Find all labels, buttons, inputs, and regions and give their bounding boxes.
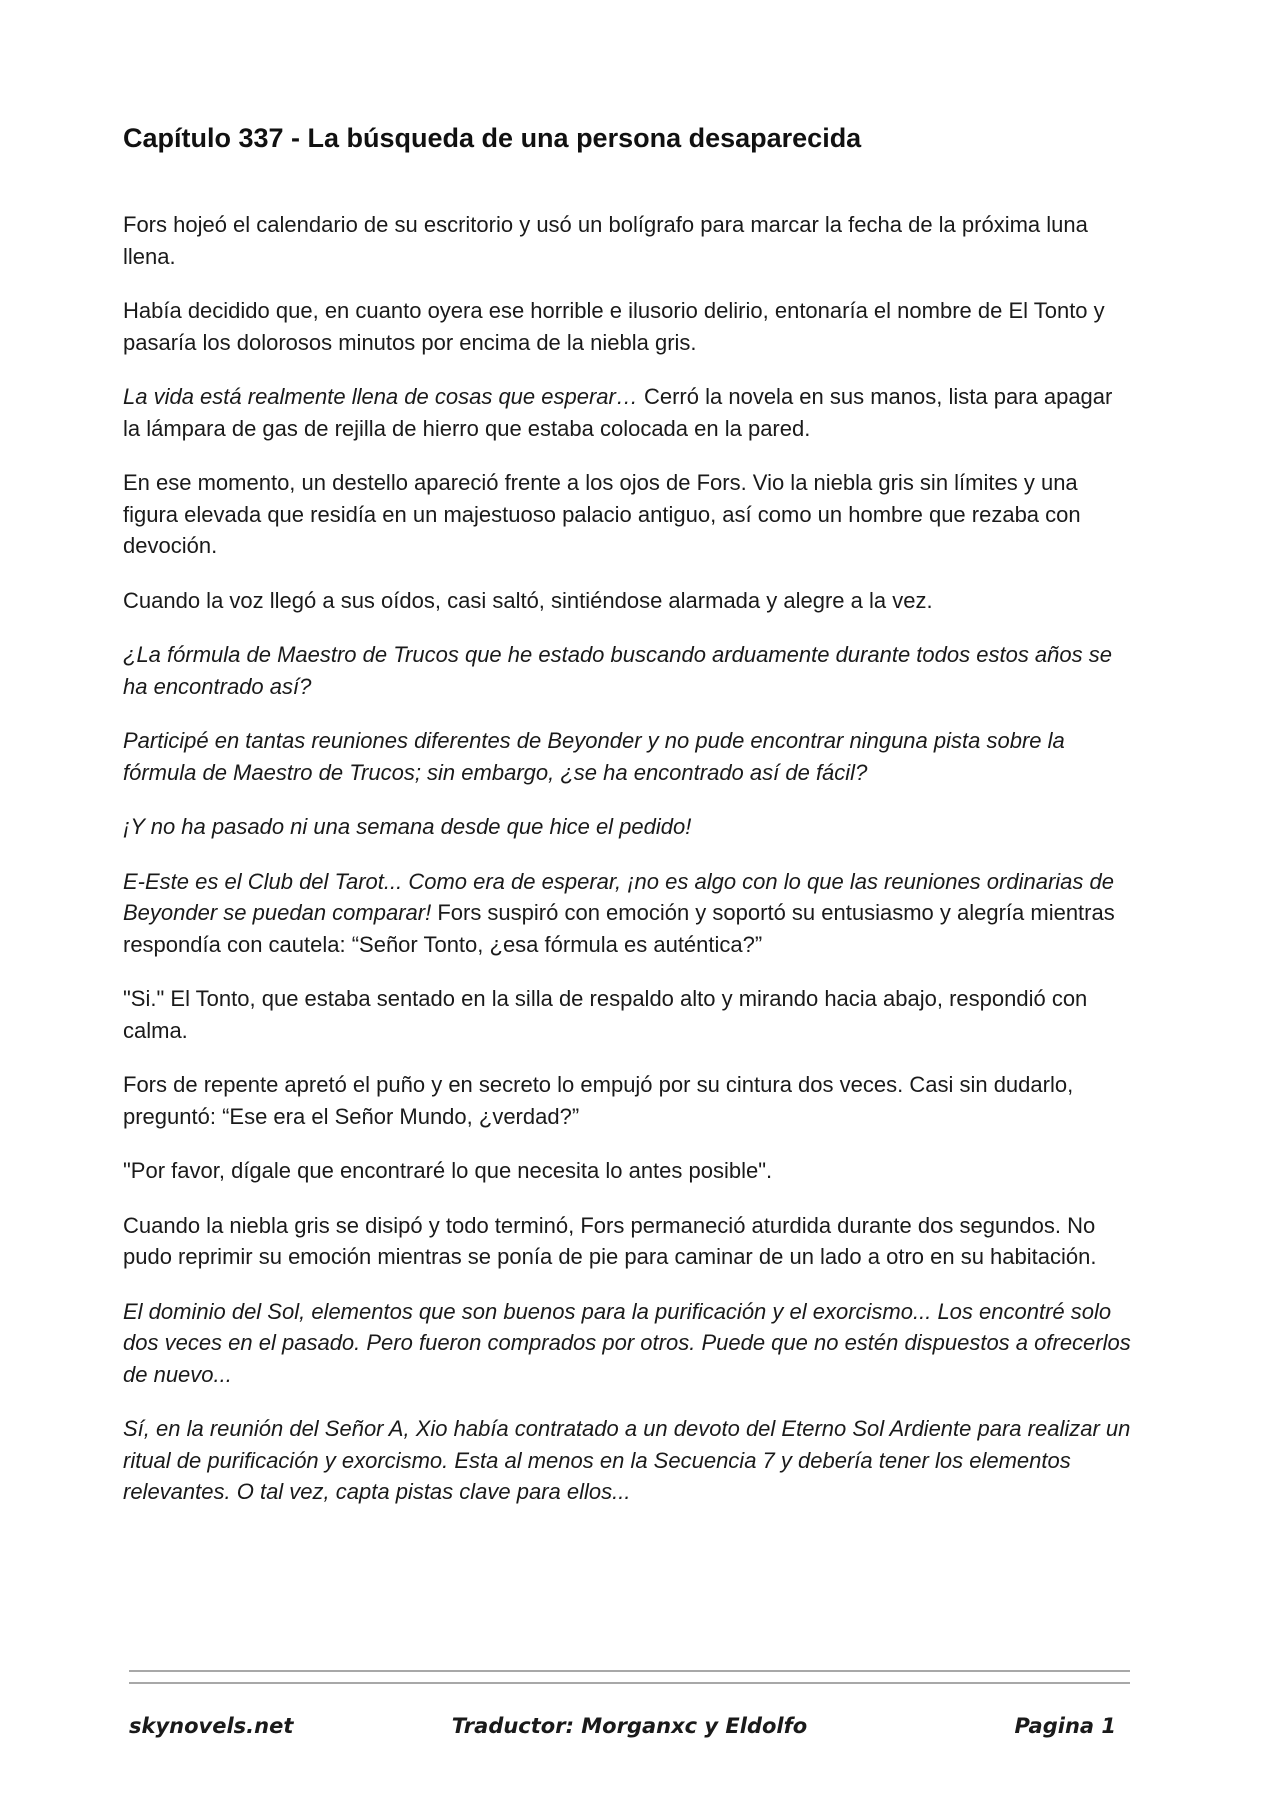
- footer-divider-top: [129, 1670, 1130, 1672]
- chapter-body: [123, 209, 1133, 1531]
- italic-text-segment: El dominio del Sol, elementos que son buenos para la purificación y el exorcismo... Los encontré solo dos veces en el pasado. Pero fueron comprados por otros. Puede que no estén dispuestos a ofrecerlos de nuevo...: [123, 1298, 1131, 1387]
- body-paragraph: [123, 1069, 1133, 1132]
- italic-text-segment: La vida está realmente llena de cosas que esperar…: [123, 384, 638, 409]
- text-segment: "Si." El Tonto, que estaba sentado en la silla de respaldo alto y mirando hacia abajo, respondió con calma.: [123, 986, 1088, 1043]
- text-segment: Había decidido que, en cuanto oyera ese horrible e ilusorio delirio, entonaría el nombre de El Tonto y pasaría los dolorosos minutos por encima de la niebla gris.: [123, 298, 1105, 355]
- text-segment: Fors de repente apretó el puño y en secreto lo empujó por su cintura dos veces. Casi sin dudarlo, preguntó: “Ese era el Señor Mundo, ¿verdad?”: [123, 1072, 1074, 1129]
- body-paragraph: [123, 639, 1133, 702]
- footer-translator: Traductor: Morganxc y Eldolfo: [451, 1714, 808, 1738]
- text-segment: Fors suspiró con emoción y soportó su entusiasmo y alegría mientras respondía con cautela: “Señor Tonto, ¿esa fórmula es auténtica?”: [123, 900, 1115, 957]
- text-segment: Cuando la niebla gris se disipó y todo terminó, Fors permaneció aturdida durante dos segundos. No pudo reprimir su emoción mientras se ponía de pie para caminar de un lado a otro en su habitación.: [123, 1212, 1097, 1269]
- body-paragraph: [123, 585, 1133, 617]
- text-segment: En ese momento, un destello apareció frente a los ojos de Fors. Vio la niebla gris sin límites y una figura elevada que residía en un majestuoso palacio antiguo, así como un hombre que rezaba con devoción.: [123, 470, 1081, 558]
- chapter-title: Capítulo 337 - La búsqueda de una persona desaparecida: [123, 123, 862, 153]
- body-paragraph: [123, 983, 1133, 1046]
- body-paragraph: [123, 725, 1133, 788]
- italic-text-segment: ¡Y no ha pasado ni una semana desde que hice el pedido!: [123, 814, 692, 839]
- italic-text-segment: ¿La fórmula de Maestro de Trucos que he estado buscando arduamente durante todos estos años se ha encontrado así?: [123, 642, 1112, 699]
- body-paragraph: [123, 209, 1133, 272]
- body-paragraph: [123, 1210, 1133, 1273]
- italic-text-segment: Participé en tantas reuniones diferentes de Beyonder y no pude encontrar ninguna pista sobre la fórmula de Maestro de Trucos; sin embargo, ¿se ha encontrado así de fácil?: [123, 728, 1065, 785]
- text-segment: "Por favor, dígale que encontraré lo que necesita lo antes posible".: [123, 1158, 773, 1183]
- body-paragraph: [123, 295, 1133, 358]
- body-paragraph: [123, 381, 1133, 444]
- text-segment: Fors hojeó el calendario de su escritorio y usó un bolígrafo para marcar la fecha de la próxima luna llena.: [123, 212, 1088, 269]
- italic-text-segment: Sí, en la reunión del Señor A, Xio había contratado a un devoto del Eterno Sol Ardiente para realizar un ritual de purificación y exorcismo. Esta al menos en la Secuencia 7 y debería tener los elementos relevantes. O tal vez, capta pistas clave para ellos...: [123, 1416, 1131, 1504]
- italic-text-segment: E-Este es el Club del Tarot... Como era de esperar, ¡no es algo con lo que las reuniones ordinarias de Beyonder se puedan comparar!: [123, 868, 1114, 925]
- page-footer: [129, 1714, 1130, 1748]
- body-paragraph: [123, 1155, 1133, 1187]
- body-paragraph: [123, 467, 1133, 562]
- body-paragraph: [123, 866, 1133, 961]
- footer-page-number: Pagina 1: [1014, 1714, 1116, 1738]
- body-paragraph: [123, 1296, 1133, 1391]
- footer-site: skynovels.net: [129, 1714, 294, 1738]
- text-segment: Cerró la novela en sus manos, lista para apagar la lámpara de gas de rejilla de hierro que estaba colocada en la pared.: [123, 384, 1113, 441]
- body-paragraph: [123, 1413, 1133, 1508]
- body-paragraph: [123, 811, 1133, 843]
- text-segment: Cuando la voz llegó a sus oídos, casi saltó, sintiéndose alarmada y alegre a la vez.: [123, 587, 933, 613]
- footer-divider-bottom: [129, 1682, 1130, 1684]
